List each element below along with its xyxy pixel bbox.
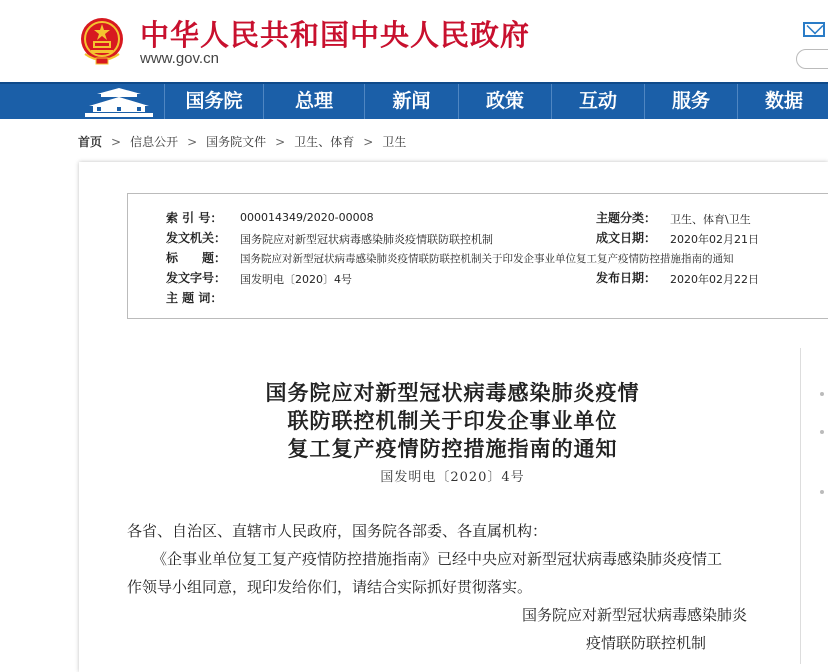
national-emblem-icon[interactable] <box>79 16 125 66</box>
written-date-value: 2020年02月21日 <box>670 233 759 246</box>
site-header <box>0 0 828 82</box>
topic-category-value: 卫生、体育\卫生 <box>670 213 751 226</box>
breadcrumb-health[interactable]: 卫生 <box>382 135 407 149</box>
issuing-authority-label: 发文机关： <box>166 231 227 245</box>
index-number-value: 000014349/2020-00008 <box>240 211 374 224</box>
document-number-value: 国发明电〔2020〕4号 <box>240 273 352 286</box>
breadcrumb-separator: > <box>275 135 286 149</box>
main-nav <box>0 82 828 119</box>
written-date-label: 成文日期： <box>596 231 657 245</box>
scroll-marker <box>820 430 824 434</box>
title-value: 国务院应对新型冠状病毒感染肺炎疫情联防联控机制关于印发企事业单位复工复产疫情防控措施指南的通知 <box>240 253 734 265</box>
index-number-label: 索 引 号： <box>166 211 223 225</box>
nav-item-premier[interactable]: 总理 <box>263 84 364 119</box>
scroll-marker <box>820 490 824 494</box>
breadcrumb-state-council-documents[interactable]: 国务院文件 <box>206 135 267 149</box>
document-title-line-3: 复工复产疫情防控措施指南的通知 <box>287 436 618 461</box>
breadcrumb-separator: > <box>363 135 374 149</box>
breadcrumb-health-sports[interactable]: 卫生、体育 <box>294 135 355 149</box>
nav-item-services[interactable]: 服务 <box>644 84 737 119</box>
nav-item-state-council[interactable]: 国务院 <box>164 84 263 119</box>
document-title-line-1: 国务院应对新型冠状病毒感染肺炎疫情 <box>265 380 640 405</box>
scroll-marker <box>820 392 824 396</box>
keywords-label: 主 题 词： <box>166 291 223 305</box>
tiananmen-logo-icon[interactable] <box>79 86 159 119</box>
nav-item-news[interactable]: 新闻 <box>364 84 458 119</box>
title-label: 标 题： <box>166 251 227 265</box>
nav-item-policy[interactable]: 政策 <box>458 84 551 119</box>
publish-date-label: 发布日期： <box>596 271 657 285</box>
salutation: 各省、自治区、直辖市人民政府，国务院各部委、各直属机构： <box>127 522 548 540</box>
nav-item-interaction[interactable]: 互动 <box>551 84 644 119</box>
topic-category-label: 主题分类： <box>596 211 657 225</box>
signature-line-2: 疫情联防联控机制 <box>586 634 707 652</box>
mail-icon[interactable] <box>803 22 825 37</box>
site-url[interactable]: www.gov.cn <box>140 50 219 67</box>
issuing-authority-value: 国务院应对新型冠状病毒感染肺炎疫情联防联控机制 <box>240 233 493 246</box>
breadcrumb-separator: > <box>111 135 122 149</box>
search-input[interactable] <box>796 49 828 69</box>
body-paragraph-line-2: 作领导小组同意，现印发给你们，请结合实际抓好贯彻落实。 <box>127 578 533 596</box>
document-number-label: 发文字号： <box>166 271 227 285</box>
breadcrumb-home[interactable]: 首页 <box>78 135 103 149</box>
document-title-line-2: 联防联控机制关于印发企事业单位 <box>287 408 618 433</box>
breadcrumb-info-disclosure[interactable]: 信息公开 <box>130 135 179 149</box>
signature-line-1: 国务院应对新型冠状病毒感染肺炎 <box>522 606 748 624</box>
breadcrumb <box>78 133 406 150</box>
site-title[interactable]: 中华人民共和国中央人民政府 <box>140 18 531 52</box>
content-divider <box>800 348 801 664</box>
nav-item-data[interactable]: 数据 <box>737 84 828 119</box>
breadcrumb-separator: > <box>187 135 198 149</box>
publish-date-value: 2020年02月22日 <box>670 273 759 286</box>
body-paragraph-line-1: 《企事业单位复工复产疫情防控措施指南》已经中央应对新型冠状病毒感染肺炎疫情工 <box>152 550 723 568</box>
document-number: 国发明电〔2020〕4号 <box>380 470 525 485</box>
